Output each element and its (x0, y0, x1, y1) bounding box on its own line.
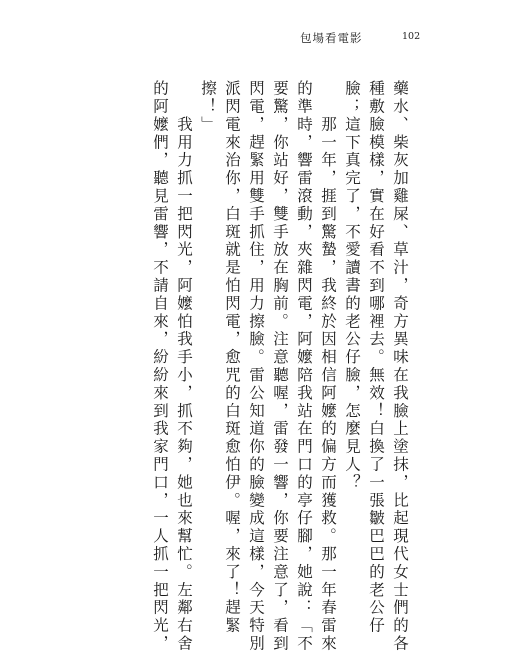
text-line: 種敷臉模樣，實在好看不到哪裡去。無效！白換了一張皺巴巴的老公仔 (367, 80, 385, 635)
text-line: 派閃電來治你，白斑就是怕閃電，愈咒的白斑愈怕伊。喔，來了！趕緊 (223, 80, 241, 635)
text-line: 的準時，響雷滾動，夾雜閃電，阿嬤陪我站在門口的亭仔腳，她說：「不 (295, 80, 313, 653)
running-title: 包場看電影 (300, 31, 363, 45)
page-number: 102 (402, 31, 421, 42)
text-line: 要驚，你站好，雙手放在胸前。注意聽喔，雷發一響，你要注意了，看到 (271, 80, 289, 653)
text-line: 藥水、柴灰加雞屎、草汁，奇方異味在我臉上塗抹，比起現代女士們的各 (391, 80, 409, 653)
text-line: 我用力抓一把閃光，阿嬤怕我手小，抓不夠，她也來幫忙。左鄰右舍 (175, 80, 193, 653)
body-text (148, 80, 412, 653)
text-line: 的阿嬤們，聽見雷響，不請自來，紛紛來到我家門口，一人抓一把閃光， (151, 80, 169, 653)
text-line: 擦！」 (199, 80, 217, 134)
text-line: 臉；這下真完了，不愛讀書的老公仔臉，怎麼見人？ (343, 80, 361, 492)
text-line: 閃電，趕緊用雙手抓住，用力擦臉。雷公知道你的臉變成這樣，今天特別 (247, 80, 265, 653)
text-line: 那一年，捱到驚蟄，我終於因相信阿嬤的偏方而獲救。那一年春雷來 (319, 80, 337, 653)
